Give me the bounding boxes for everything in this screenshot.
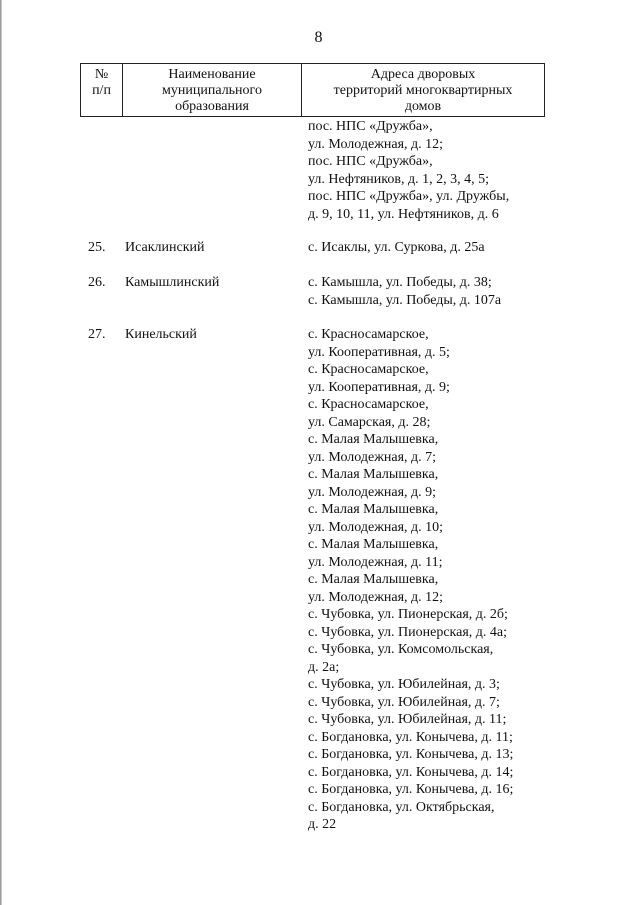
address-line: с. Камышла, ул. Победы, д. 38;: [308, 275, 492, 290]
address-line: ул. Кооперативная, д. 5;: [308, 344, 450, 360]
address-line: с. Красносамарское,: [308, 362, 429, 377]
address-line: с. Богдановка, ул. Конычева, д. 11;: [308, 729, 513, 745]
address-line: д. 22: [308, 817, 337, 832]
row-addresses: [308, 274, 548, 309]
municipality-name: Исаклинский: [125, 240, 205, 255]
header-municipality: Наименование муниципального образования: [123, 64, 302, 116]
municipality-name: Камышлинский: [125, 275, 220, 290]
row-addresses: [308, 326, 548, 834]
address-line: пос. НПС «Дружба»,: [308, 154, 433, 169]
address-line: с. Исаклы, ул. Суркова, д. 25а: [308, 240, 485, 255]
row-number: 25.: [88, 240, 106, 255]
address-line: с. Камышла, ул. Победы, д. 107а: [308, 292, 502, 308]
address-line: с. Чубовка, ул. Юбилейная, д. 3;: [308, 677, 500, 692]
address-line: с. Красносамарское,: [308, 327, 429, 342]
row-number: 26.: [88, 275, 106, 290]
address-line: ул. Нефтяников, д. 1, 2, 3, 4, 5;: [308, 171, 490, 187]
header-addresses: Адреса дворовых территорий многоквартирных домов: [333, 67, 513, 114]
address-line: с. Чубовка, ул. Комсомольская,: [308, 642, 494, 657]
continuation-addresses: [308, 118, 548, 223]
address-line: с. Малая Малышевка,: [308, 502, 439, 517]
address-line: с. Чубовка, ул. Юбилейная, д. 11;: [308, 712, 507, 727]
address-line: с. Чубовка, ул. Юбилейная, д. 7;: [308, 694, 500, 710]
address-line: ул. Молодежная, д. 7;: [308, 449, 437, 465]
row-addresses: [308, 239, 548, 257]
page-number: 8: [314, 29, 323, 46]
address-line: с. Малая Малышевка,: [308, 572, 439, 587]
address-line: с. Малая Малышевка,: [308, 432, 439, 447]
address-line: с. Малая Малышевка,: [308, 467, 439, 482]
address-line: с. Богдановка, ул. Конычева, д. 13;: [308, 747, 514, 762]
address-line: пос. НПС «Дружба»,: [308, 119, 433, 134]
address-line: ул. Молодежная, д. 11;: [308, 554, 443, 570]
row-number: 27.: [88, 327, 106, 342]
address-line: ул. Молодежная, д. 10;: [308, 519, 444, 535]
address-line: с. Красносамарское,: [308, 397, 429, 412]
address-line: ул. Молодежная, д. 12;: [308, 589, 444, 605]
address-line: ул. Молодежная, д. 9;: [308, 484, 437, 500]
address-line: с. Чубовка, ул. Пионерская, д. 4а;: [308, 624, 508, 640]
address-line: ул. Кооперативная, д. 9;: [308, 379, 450, 395]
address-line: ул. Самарская, д. 28;: [308, 414, 431, 430]
municipality-name: Кинельский: [125, 327, 197, 342]
address-line: д. 2а;: [308, 659, 340, 675]
address-line: с. Чубовка, ул. Пионерская, д. 2б;: [308, 607, 508, 622]
header-number: № п/п: [81, 64, 123, 116]
address-line: ул. Молодежная, д. 12;: [308, 136, 444, 152]
address-line: с. Богдановка, ул. Октябрьская,: [308, 799, 495, 815]
address-line: с. Малая Малышевка,: [308, 537, 439, 552]
address-line: с. Богдановка, ул. Конычева, д. 16;: [308, 782, 514, 797]
address-line: с. Богдановка, ул. Конычева, д. 14;: [308, 764, 514, 780]
address-line: д. 9, 10, 11, ул. Нефтяников, д. 6: [308, 206, 499, 222]
address-line: пос. НПС «Дружба», ул. Дружбы,: [308, 189, 510, 204]
